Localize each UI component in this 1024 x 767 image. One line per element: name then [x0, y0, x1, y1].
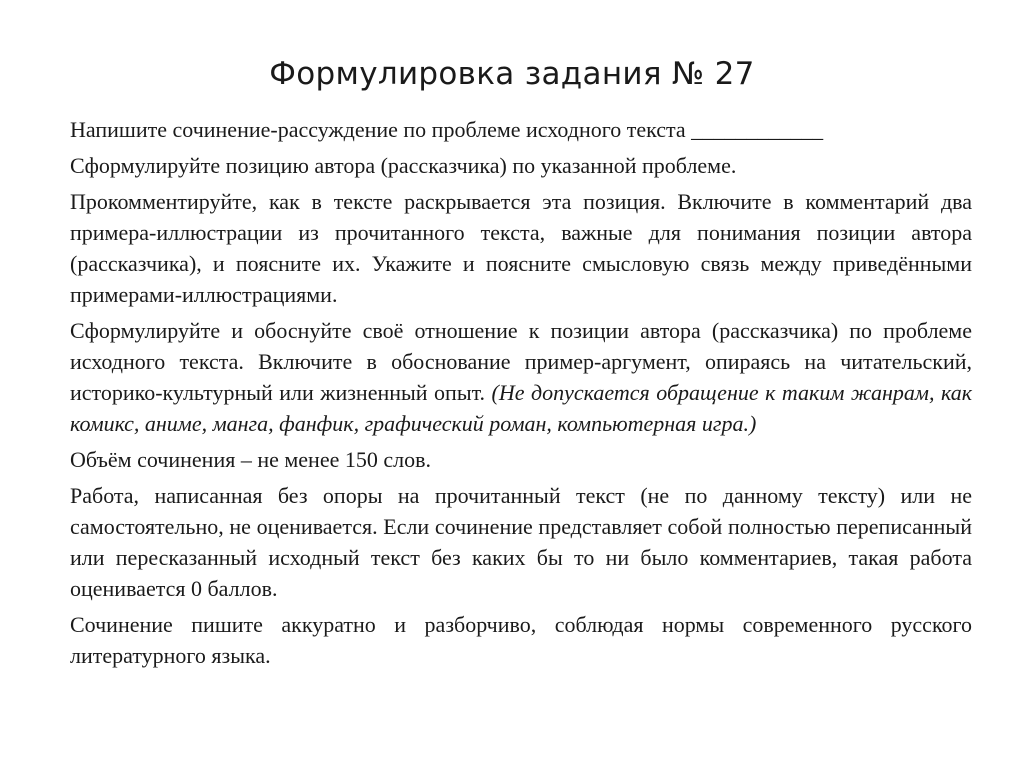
instruction-essay-prompt: Напишите сочинение-рассуждение по проблеме исходного текста ____________	[70, 117, 824, 142]
instruction-word-count: Объём сочинения – не менее 150 слов.	[70, 447, 431, 472]
genre-restriction-note: (Не допускается обращение к таким жанрам, как комикс, аниме, манга, фанфик, графический роман, компьютерная игра.)	[70, 380, 972, 436]
instruction-own-opinion	[70, 315, 972, 439]
instruction-writing-norms: Сочинение пишите аккуратно и разборчиво, соблюдая нормы современного русского литературного языка.	[70, 612, 972, 668]
own-opinion-text: Сформулируйте и обоснуйте своё отношение к позиции автора (рассказчика) по проблеме исходного текста. Включите в обоснование пример-аргумент, опираясь на читательский, историко-культурный или жизненный опыт.	[70, 318, 972, 405]
instruction-grading-rule: Работа, написанная без опоры на прочитанный текст (не по данному тексту) или не самостоятельно, не оценивается. Если сочинение представляет собой полностью переписанный или пересказанный исходный текст без каких бы то ни было комментариев, такая работа оценивается 0 баллов.	[70, 483, 972, 601]
instruction-author-position: Сформулируйте позицию автора (рассказчика) по указанной проблеме.	[70, 153, 737, 178]
slide-title: Формулировка задания № 27	[269, 56, 755, 92]
instruction-commentary: Прокомментируйте, как в тексте раскрывается эта позиция. Включите в комментарий два примера-иллюстрации из прочитанного текста, важные для понимания позиции автора (рассказчика), и поясните их. Укажите и поясните смысловую связь между приведёнными примерами-иллюстрациями.	[70, 189, 972, 307]
task-instructions	[70, 114, 972, 676]
